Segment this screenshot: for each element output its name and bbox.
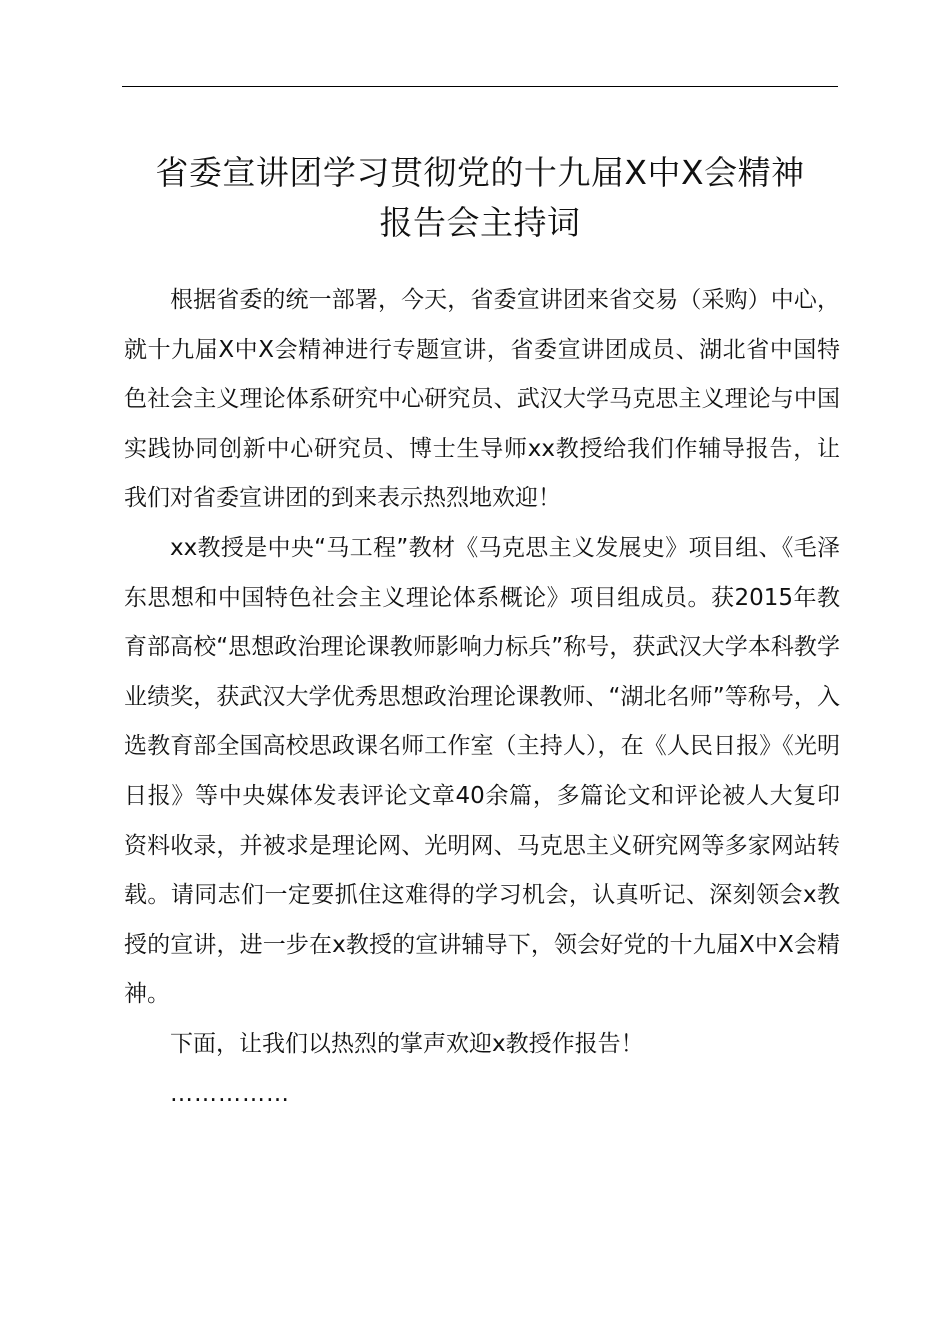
document-body	[124, 276, 840, 1119]
paragraph-welcome: 下面，让我们以热烈的掌声欢迎x教授作报告！	[170, 1030, 644, 1057]
header-rule	[122, 86, 838, 87]
title-line-1: 省委宣讲团学习贯彻党的十九届X中X会精神	[155, 153, 805, 192]
title-line-2: 报告会主持词	[379, 203, 581, 242]
paragraph-speaker-bio: xx教授是中央“马工程”教材《马克思主义发展史》项目组、《毛泽东思想和中国特色社会主义理论体系概论》项目组成员。获2015年教育部高校“思想政治理论课教师影响力标兵”称号，获武汉大学本科教学业绩奖，获武汉大学优秀思想政治理论课教师、“湖北名师”等称号，入选教育部全国高校思政课名师工作室（主持人），在《人民日报》《光明日报》等中央媒体发表评论文章40余篇，多篇论文和评论被人大复印资料收录，并被求是理论网、光明网、马克思主义研究网等多家网站转载。请同志们一定要抓住这难得的学习机会，认真听记、深刻领会x教授的宣讲，进一步在x教授的宣讲辅导下，领会好党的十九届X中X会精神。	[124, 534, 840, 1008]
ellipsis-line: ……………	[170, 1080, 290, 1107]
document-title	[100, 148, 860, 248]
paragraph-intro: 根据省委的统一部署，今天，省委宣讲团来省交易（采购）中心，就十九届X中X会精神进行专题宣讲，省委宣讲团成员、湖北省中国特色社会主义理论体系研究中心研究员、武汉大学马克思主义理论与中国实践协同创新中心研究员、博士生导师xx教授给我们作辅导报告，让我们对省委宣讲团的到来表示热烈地欢迎！	[124, 287, 840, 512]
